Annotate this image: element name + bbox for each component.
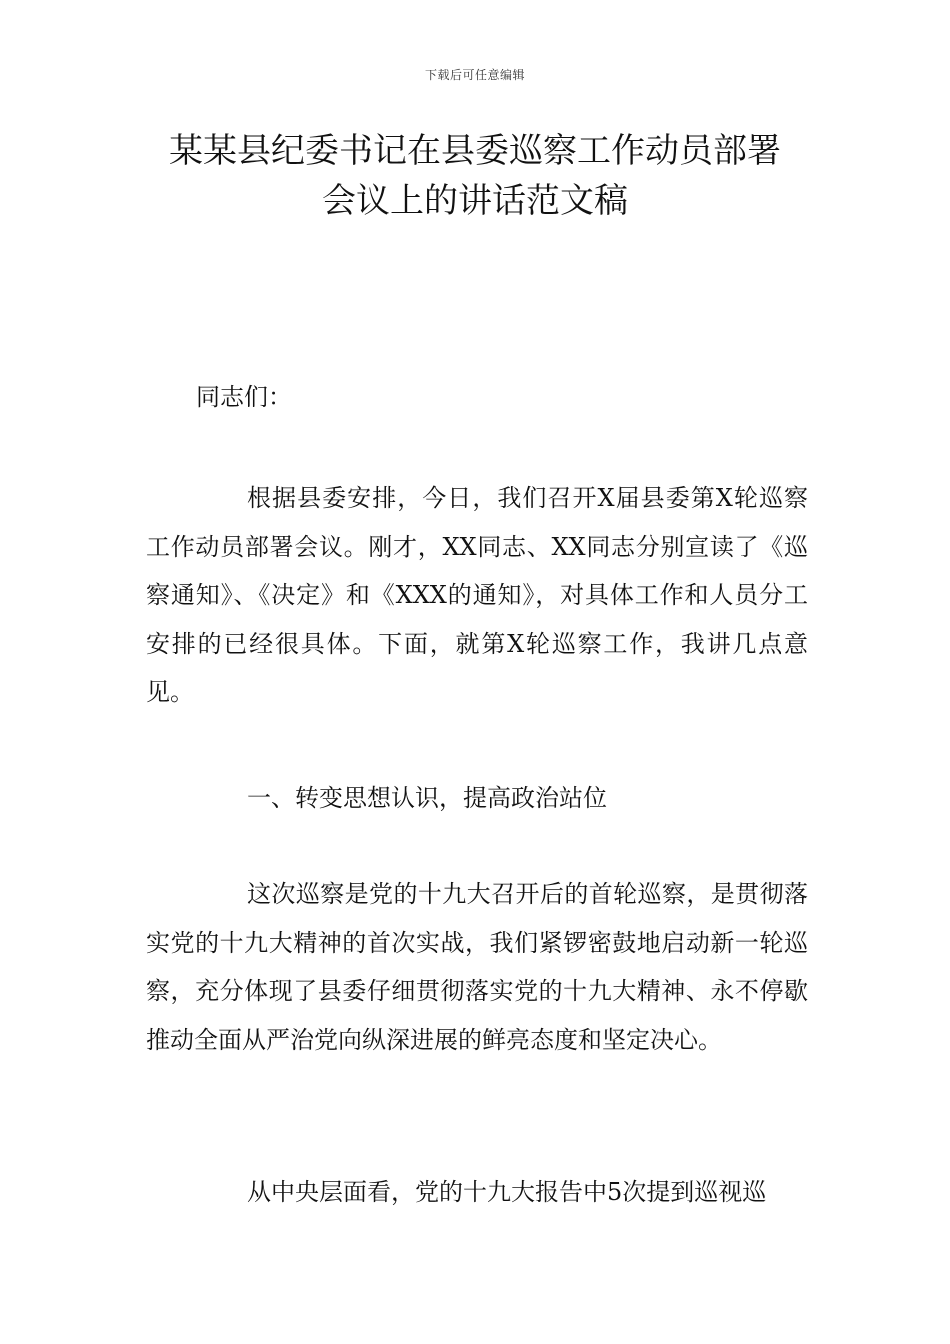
paragraph-intro: 根据县委安排，今日，我们召开X届县委第X轮巡察工作动员部署会议。刚才，XX同志、XX同志分别宣读了《巡察通知》、《决定》和《XXX的通知》，对具体工作和人员分工安排的已经很具体。下面，就第X轮巡察工作，我讲几点意见。 xyxy=(146,484,808,706)
header-note: 下载后可任意编辑 xyxy=(424,68,525,82)
section-heading-1: 一、转变思想认识，提高政治站位 xyxy=(247,784,607,812)
paragraph-central-level: 从中央层面看，党的十九大报告中5次提到巡视巡 xyxy=(247,1178,767,1206)
title-line-1: 某某县纪委书记在县委巡察工作动员部署 xyxy=(169,131,781,171)
salutation: 同志们： xyxy=(196,383,292,411)
title-line-2: 会议上的讲话范文稿 xyxy=(322,181,628,221)
document-title xyxy=(0,126,950,226)
paragraph-section-1: 这次巡察是党的十九大召开后的首轮巡察，是贯彻落实党的十九大精神的首次实战，我们紧锣密鼓地启动新一轮巡察，充分体现了县委仔细贯彻落实党的十九大精神、永不停歇推动全面从严治党向纵深进展的鲜亮态度和坚定决心。 xyxy=(146,880,808,1054)
